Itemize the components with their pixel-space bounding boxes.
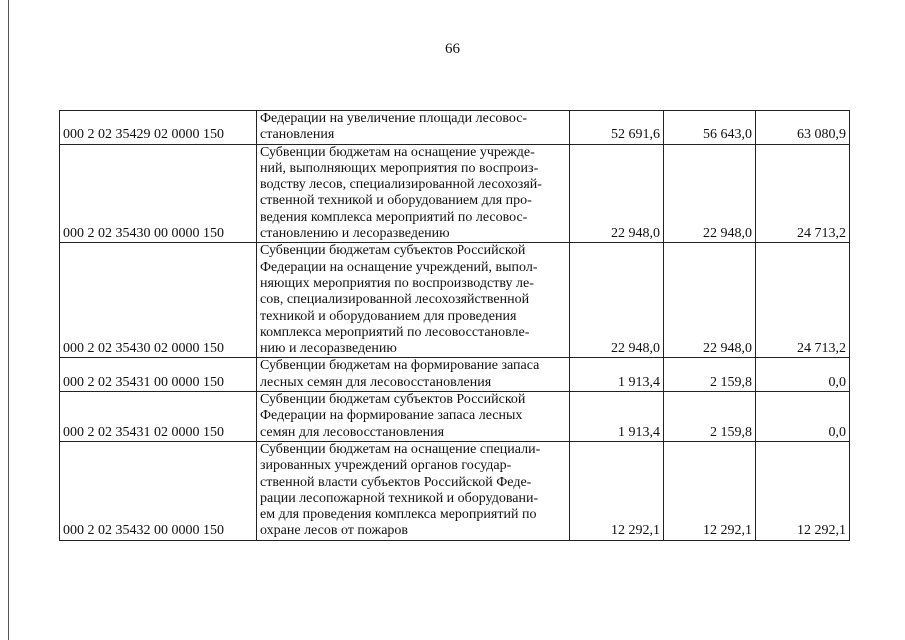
description-line: ственной власти субъектов Российской Феде- (260, 474, 532, 490)
table-row (60, 243, 850, 358)
budget-code-cell: 000 2 02 35430 02 0000 150 (60, 243, 257, 358)
budget-code-cell: 000 2 02 35431 02 0000 150 (60, 392, 257, 442)
description-cell (257, 144, 570, 243)
description-cell (257, 243, 570, 358)
description-line: Субвенции бюджетам субъектов Российской (260, 392, 526, 408)
description-line: сов, специализированной лесохозяйственной (260, 292, 530, 308)
description-line: техникой и оборудованием для проведения (260, 308, 517, 324)
table-row (60, 111, 850, 145)
amount-cell-1: 12 292,1 (570, 441, 664, 540)
description-line: нию и лесоразведению (260, 341, 397, 357)
amount-cell-2: 22 948,0 (664, 243, 756, 358)
description-line: ственной техникой и оборудованием для про- (260, 193, 532, 209)
amount-cell-3: 63 080,9 (756, 111, 850, 145)
budget-table (59, 110, 850, 541)
description-line: Субвенции бюджетам на формирование запаса (260, 358, 540, 374)
description-line: становлению и лесоразведению (260, 226, 450, 242)
description-line: Субвенции бюджетам на оснащение специали- (260, 441, 541, 457)
amount-cell-3: 0,0 (756, 358, 850, 392)
description-line: Федерации на формирование запаса лесных (260, 408, 523, 424)
description-line: ем для проведения комплекса мероприятий по (260, 507, 537, 523)
description-cell (257, 441, 570, 540)
description-line: ведения комплекса мероприятий по лесовос- (260, 209, 528, 225)
description-line: Субвенции бюджетам на оснащение учрежде- (260, 144, 535, 160)
description-line: Федерации на оснащение учреждений, выпол- (260, 259, 538, 275)
amount-cell-1: 22 948,0 (570, 144, 664, 243)
description-line: Федерации на увеличение площади лесовос- (260, 111, 528, 126)
description-line: комплекса мероприятий по лесовосстановле- (260, 324, 530, 340)
description-line: зированных учреждений органов государ- (260, 458, 512, 474)
description-cell (257, 111, 570, 145)
budget-code-cell: 000 2 02 35431 00 0000 150 (60, 358, 257, 392)
description-line: рации лесопожарной техникой и оборудовани- (260, 490, 539, 506)
budget-table-body (60, 111, 850, 541)
description-line: лесных семян для лесовосстановления (260, 374, 492, 390)
budget-code-cell: 000 2 02 35432 00 0000 150 (60, 441, 257, 540)
amount-cell-1: 1 913,4 (570, 358, 664, 392)
description-line: семян для лесовосстановления (260, 424, 445, 440)
amount-cell-1: 1 913,4 (570, 392, 664, 442)
description-cell (257, 358, 570, 392)
budget-code-cell: 000 2 02 35429 02 0000 150 (60, 111, 257, 145)
amount-cell-2: 22 948,0 (664, 144, 756, 243)
description-cell (257, 392, 570, 442)
amount-cell-1: 22 948,0 (570, 243, 664, 358)
description-line: ний, выполняющих мероприятия по воспроиз- (260, 160, 539, 176)
amount-cell-2: 2 159,8 (664, 358, 756, 392)
table-row (60, 358, 850, 392)
description-line: водству лесов, специализированной лесохозяй- (260, 177, 542, 193)
amount-cell-2: 12 292,1 (664, 441, 756, 540)
amount-cell-2: 56 643,0 (664, 111, 756, 145)
budget-code-cell: 000 2 02 35430 00 0000 150 (60, 144, 257, 243)
page-number: 66 (445, 41, 460, 57)
description-line: няющих мероприятия по воспроизводству ле- (260, 275, 534, 291)
table-row (60, 392, 850, 442)
amount-cell-1: 52 691,6 (570, 111, 664, 145)
amount-cell-3: 12 292,1 (756, 441, 850, 540)
description-line: становления (260, 127, 335, 143)
table-row (60, 441, 850, 540)
description-line: охране лесов от пожаров (260, 523, 409, 539)
scan-edge-line (8, 0, 9, 640)
description-line: Субвенции бюджетам субъектов Российской (260, 243, 526, 259)
amount-cell-3: 24 713,2 (756, 243, 850, 358)
amount-cell-3: 0,0 (756, 392, 850, 442)
amount-cell-2: 2 159,8 (664, 392, 756, 442)
amount-cell-3: 24 713,2 (756, 144, 850, 243)
table-row (60, 144, 850, 243)
